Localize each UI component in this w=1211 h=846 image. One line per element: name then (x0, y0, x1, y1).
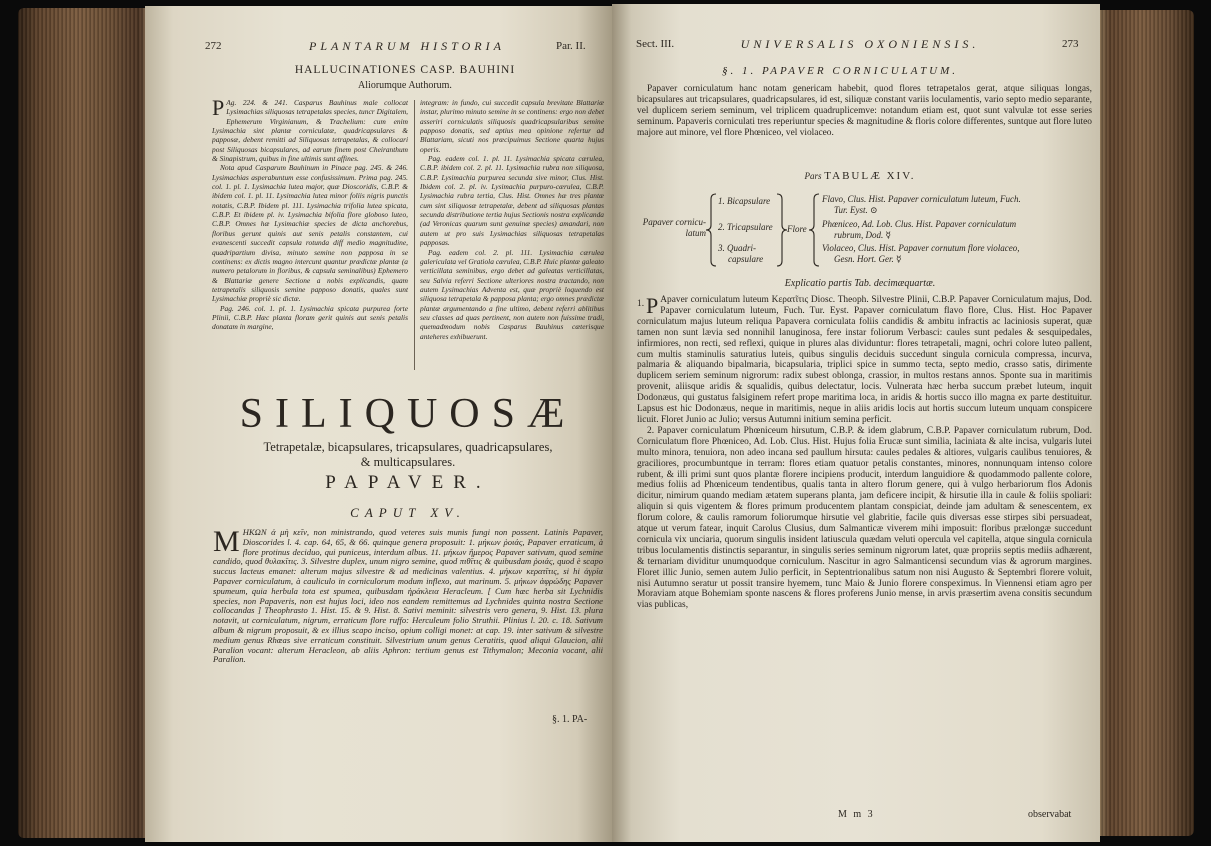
table-item: 1. Bicapsulare (718, 196, 771, 206)
table-genus (638, 217, 706, 239)
left-page-number: 272 (205, 40, 222, 52)
right-page-block-edge (1098, 10, 1194, 836)
explicatio-heading: Explicatio partis Tab. decimæquartæ. (784, 278, 936, 289)
signature-mark: M m 3 (838, 809, 875, 820)
class-subtitle-2: & multicapsulares. (360, 455, 456, 469)
column-paragraph: Nota apud Casparum Bauhinum in Pinace pag. 245. & 246. Lysimachias asperabuntum esse confusissimum. Prima pag. 245. col. 1. pl. 1. Lysimachia lutea major, quæ Dioscoridis, C.B.P. & ibidem col. 1. pl. 11. Lysimachia lutea minor foliis nigris punctis notatis, C.B.P. Ibidem pl. 111. Lysimachia trifolia lutea spicata, C.B.P. Et ibidem pl. iv. Lysimachia bifolia flore globoso luteo, C.B.P. Omnes hæ Lysimachiæ species de dicta anchorebus, floribus gerunt quinis aut senis petalis constantem, cui evanescenti succedit capsula rotunda diff medio magnitudine, quadripartium divisa, minuto semine non papposa in se continens: ex dictis magno intercunt quantur prædictæ plantæ (a numero petalorum in floribus, & capsula seminalibus) Ephemero & Blattariæ genere Sectione a nobis explicandis, quam tetrapetalis siliquosis semine papposo donatis, quales sunt Lysimachiæ propriè sic dictæ. (212, 163, 408, 304)
column-paragraph (212, 98, 408, 163)
paragraph-text: Apaver corniculatum luteum Κερατῖτις Diosc. Theoph. Silvestre Plinii, C.B.P. Papaver Corniculatum majus, Dod. Papaver corniculatum luteum, Fuch. Tur. Eyst. Papaver corniculatum flavo flore, Clus. Hist. Hoc Papaver corniculatum majus luteum reliqua Papavera corniculata foliis candidis & ambitu infractis ac laciniosis superat, quæ tamen non sunt lævia sed nonnihil lanuginosa, fere instar foliorum Verbasci: caules sunt pedales & sesquipedales, infirmiores, non recti, sed reflexi, quique in plures alas dividuntur: flores tetrapetali, magni, ochri colore luteo pallent, cum multis staminulis saturatius luteis, quibus singulis deciduis succedunt singula cornicula compressa, incurva, palmaria & aliquando bipalmaria, bicapsularia, triplici spice in summo tecta, septo medio, crasso satis, dirimente duplicem seriem seminum nigrorum: radix subest oblonga, crassior, in multos restans annos. Sponte sua in maritimis provenit, aliisque aridis & squalidis, quibus delectatur, locis. Vulnerata hæc herba succum præbet luteum, inquit Dodonæus, qui gustatus falsiginem refert prope maritima loca, in aridis & hortis succo illo magna ex parte destituitur. Lapsus est hic Dodonæus, neque in maritimis, neque in aliis aridis locis aut hortis succum luteum unquam conspicere licuit. Floret Junio ac Julio; versus Autumni initium semina perficit. (637, 295, 1092, 425)
left-column-2 (420, 98, 604, 374)
chapter-title: CAPUT XV. (350, 505, 466, 520)
class-title: SILIQUOSÆ (239, 391, 577, 437)
drop-cap: P (646, 295, 659, 318)
class-subtitle-1: Tetrapetalæ, bicapsulares, tricapsulares, quadricapsulares, (263, 440, 553, 454)
column-paragraph: Pag. eadem col. 1. pl. 11. Lysimachia spicata cærulea, C.B.P. ibidem col. 2. pl. 11. Lysimachia rubra non siliquosa, C.B.P. Lysimachia purpurea secunda sive minor, Clus. Hist. Ibidem col. 2. pl. iv. Lysimachia purpuro-cærulea, C.B.P. Lysimachia rubra tertia, Clus. Hist. Omnes hæ tres plantæ cum sint siliquosæ tetrapetalæ, debent ad siliquosas plantas secunda distributione tertia hujus Sectionis nostra explicanda (ad Veronicas quarum sunt genuinæ species) amandari, non autem ut pro suis Lysimachias siliquosas tetrapetalas papposas. (420, 154, 604, 248)
column-divider (414, 100, 415, 370)
right-running-title: UNIVERSALIS OXONIENSIS. (740, 37, 980, 51)
paragraph-text: HKΩN ἀ μὴ κεῖν, non ministrando, quod veteres suis munis fungi non possent. Latinis Papaver, Dioscorides l. 4. cap. 64, 65, & 66. quinque genera proposuit: 1. μήκων ῥοιάς, Papaver erraticum, à flore protinus deciduo, qui puniceus, interdum albus. 11. μήκων ἥμερος Papaver sativum, quod semine candido, quod θυλακῖτις. 3. Silvestre duplex, unum nigro semine, quod πιθῖτις & quibusdam ῥοιάς, quod è scapo succus lacteus emanet: alterum majus silvestre & ad medicinas valentius. 4. μήκων κερατῖτις, si hi ἀγρία Papaver corniculatum, à cauliculo in corniculorum modum inflexo, aut marinum. 5. μήκων ἀφρώδης Papaver spumeum, quia herbula tota est spumea, quibusdam ἡράκλεια Heracleum. [ Cum hæc herba sit Lychnidis species, non Papaveris, non est hujus loci, ideo nos eandem remittemus ad Lychnides quinta nostra Sectione collocandas ] Theophrasto 1. Hist. 15. & 9. Hist. 8. Sativi meminit: silvestris vero genera, 9. Hist. 13. plura notavit, ut corniculatum, nigrum, erraticum flore ruffo: Herculeum folio Struthii. Plinius l. 20. c. 18. Sativum album & nigrum proposuit, & ex illius scapo inciso, opium colligi monet: at cap. 19. inter sativum & silvestre medium genus Rhœas sive erraticum constituit. Silvestrium unum genus Ceratitis, quod aliqui Glaucion, alii Paralion vocant: alterum Heracleon, ab aliis Aphron: tertium genus est Tithymalon; Meconia vocant, alii Paralion. (213, 528, 603, 665)
paragraph-text: Ag. 224. & 241. Casparus Bauhinus male collocat Lysimachias siliquosas tetrapetalas species, tuncr Digitalem, Ephemerum Virginianum, & Trachelium: cum enim Lysimachia sint plantæ corniculatæ, quadricapsulares & papposæ, debent remitti ad Siliquosas tetrapetalas, & collocari post Siliquosas bicapsulares, ad earum finem post Cheiranthum & Sinapistrum, quibus in fine ultimis sunt affines. (212, 98, 408, 164)
table-flore-label: Flore (787, 224, 807, 234)
species-paragraph (637, 295, 1092, 426)
section-subtitle: Aliorumque Authorum. (358, 80, 452, 91)
table-title-text: TABULÆ XIV. (824, 170, 916, 182)
column-paragraph: integram: in fundo, cui succedit capsula brevitate Blattariæ instar, plurimo minuto semine in se continens: ergo non debet asseriri corniculatis siliquosis quadricapsularibus semine papposo donatis, sed aptius mea opinione refertur ad Blattariam, sicuti nos præcipuimus Sectione quarta hujus operis. (420, 98, 604, 154)
drop-cap: P (212, 98, 225, 120)
table-title (740, 170, 980, 182)
table-genus-line: Papaver cornicu- (642, 217, 706, 227)
table-entry-line: Violaceo, Clus. Hist. Papaver cornutum flore violaceo, (822, 243, 1020, 253)
species-number: 1. (637, 299, 645, 309)
table-item: 3. Quadri- (718, 243, 756, 253)
table-entry-line: Gesn. Hort. Ger. ☿ (834, 254, 902, 264)
right-catchword: observabat (1028, 809, 1072, 820)
generic-note-paragraph (637, 84, 1092, 162)
genus-title: PAPAVER. (325, 472, 491, 493)
left-part-label: Par. II. (556, 40, 586, 52)
species-number: 2. (647, 425, 655, 436)
left-column-1 (212, 98, 408, 374)
genus-heading: §. 1. PAPAVER CORNICULATUM. (721, 65, 959, 77)
table-entry-line: Phœniceo, Ad. Lob. Clus. Hist. Papaver corniculatum (822, 219, 1017, 229)
paragraph-text: Papaver corniculatum hanc notam genericam habebit, quod flores tetrapetalos gerat, atque siliquas longas, bicapsulares aut tricapsulares, quadricapsulares, id est, siliquæ constant variis loculamentis, vario septo medio separante, vel duplicem seriem seminum, vel triplicem quadruplicemve: notandum etiam est, quot sunt valvulæ tot esse series seminum. Papaveris corniculati tres reperiuntur species & magnitudine & floris colore differentes, suntque aut flore luteo majore aut minore, vel flore Phœniceo, vel violaceo. (637, 84, 1092, 138)
table-entry-line: rubrum, Dod. ☿ (834, 230, 892, 240)
column-paragraph: Pag. eadem col. 2. pl. 111. Lysimachia cærulea galericulata vel Gratiola cærulea, C.B.P. Huic plantæ galeato verticillata seminibus, ergo debet ad galeatas verticillatas, seu Salvia referri Sectione ulteriores nostra tractando, non autem Lysimachias Adventa est, quæ propriè loquendo est siliquosa tetrapetala & papposa planta; ergo omnes prædictæ plantæ argumentando a fine ultimo, debent referri ablitibus seu classes ad quas pertinent, non autem non fuissime tradi, quemadmodum nobis Casparus Bauhinus cæterisque anteheres exhibuerunt. (420, 247, 604, 341)
table-entry-line: Tur. Eyst. ⊙ (834, 205, 878, 215)
right-page-number: 273 (1062, 38, 1079, 50)
intro-paragraph (213, 528, 603, 712)
left-running-title: PLANTARUM HISTORIA (309, 39, 505, 53)
column-paragraph: Pag. 246. col. 1. pl. 1. Lysimachia spicata purpurea forte Plinii, C.B.P. Hæc planta floram gerit quinis aut senis petalis donatam in margine, (212, 303, 408, 332)
table-item: capsulare (728, 254, 764, 264)
table-item: 2. Tricapsulare (718, 222, 773, 232)
species-descriptions (637, 295, 1092, 805)
section-title: HALLUCINATIONES CASP. BAUHINI (294, 64, 516, 76)
species-paragraph (637, 426, 1092, 611)
table-entry-line: Flavo, Clus. Hist. Papaver corniculatum luteum, Fuch. (822, 194, 1021, 204)
left-page-block-edge (18, 8, 150, 838)
table-genus-line: latum (685, 228, 706, 238)
left-catchword: §. 1. PA- (552, 714, 588, 725)
paragraph-text: Papaver corniculatum Phœniceum hirsutum, C.B.P. & idem glabrum, C.B.P. Papaver corniculatum rubrum, Dod. Corniculatum flore Phœniceo, Ad. Lob. Clus. Hist. Hujus folia Erucæ sunt similia, laciniata & alte incisa, vulgaris lutei multo minora, tenuiora, non adeo incana sed paullum hirsuta: caules pedales & altiores, vulgaris caulibus tenuiores, & graciliores, procumbuntque in terram: flores etiam quatuor petalis constantes, minores, nonnunquam intenso colore rubent, & illi primi sunt quos plantæ florere incipiens producit, interdum languidiore & quodammodo pallente colore, medius foliis ad Phœniceum tendentibus, qualis tanta in altero florum genere, qui à vulgo herbariorum flos Adonis dicitur, nimirum quando mediam ætatem superans planta, jam deficere incipit, & hirsutie illa in caule & foliis spoliari: aliquin si quis vigentem & flores primum producentem plantam conspiciat, deinde jam adultam & senescentem, ex florum colore, & caulis ramorum foliorumque hirsutie vel glabritie, facile quis diversas esse stirpes sibi persuadeat, atque ut verum fatear, inquit Carolus Clusius, dum Salmanticæ viverem mihi imposuit: floribus prælongæ succedunt cornicula vix unciaria, quorum singulis insident latiuscula quædam veluti opercula vel capitella, atque singula cornicula tribus loculamentis distinctis separantur, in singulis series seminum nigrorum latet, quæ propriis septis mediis adhærent, & ternariam dividitur unumquodque corniculum. Nascitur in agro Salmanticensi secundum vias & agrorum margines. Floret illic Junio, semen autem Julio perficit, in Septentrionalibus satum non nisi Augusto & Septembri florere voluit, nisi Autumno seratur ut possit transire hyemem, tunc Maio & Junio florere conspeximus. In Viennensi etiam agro per Moraviam atque Bohemiam sponte nascens & flores proferens Junio mense, in arvis præsertim avena consitis secundum vias publicas, (637, 425, 1092, 611)
drop-cap: M (213, 528, 240, 558)
right-section-label: Sect. III. (636, 38, 675, 50)
table-pars-label: Pars (804, 171, 822, 181)
